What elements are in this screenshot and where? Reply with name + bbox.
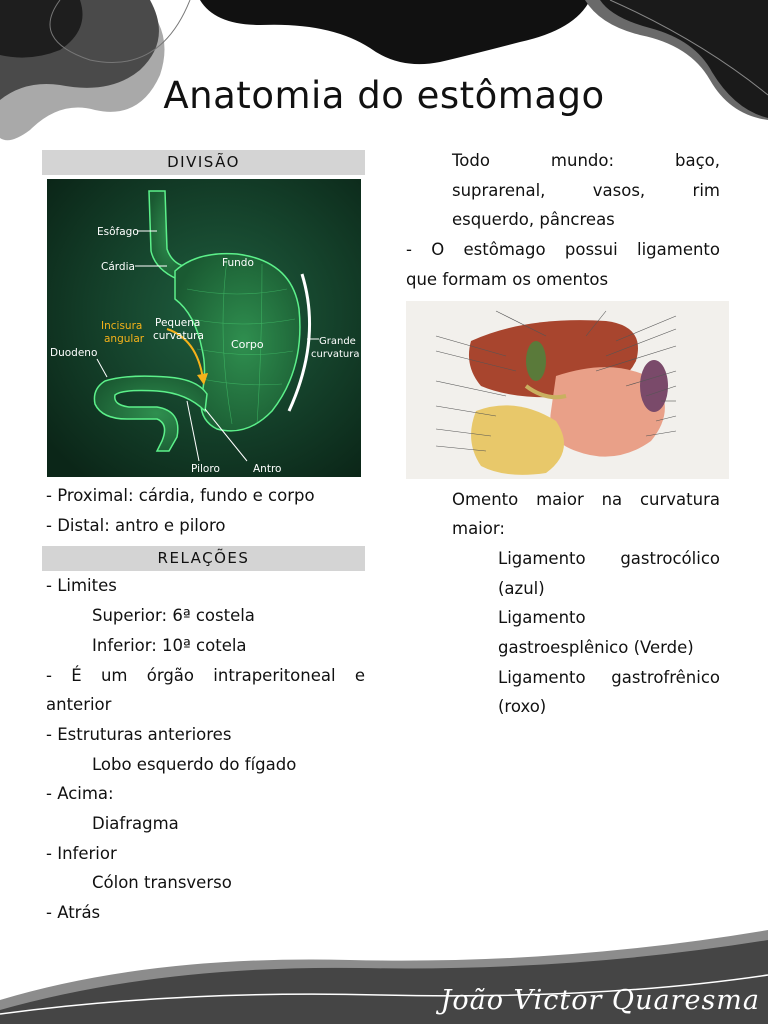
label-incisura-2: angular [104, 333, 145, 345]
label-duodeno: Duodeno [50, 347, 98, 359]
divisao-line-2: - Distal: antro e piloro [46, 515, 226, 535]
label-grande-2: curvatura [311, 349, 360, 360]
gastrocolico-line-1: Ligamento gastrocólico [498, 548, 720, 568]
rel-orgao-line-2: anterior [46, 695, 112, 715]
divisao-header: DIVISÃO [42, 150, 365, 175]
rel-diafragma: Diafragma [92, 814, 179, 834]
label-fundo: Fundo [222, 257, 254, 269]
label-pequena-2: curvatura [153, 330, 204, 342]
todo-line-3: esquerdo, pâncreas [452, 210, 615, 230]
rel-superior: Superior: 6ª costela [92, 606, 255, 626]
label-grande-1: Grande [319, 336, 356, 347]
rel-atras: - Atrás [46, 903, 101, 923]
gastrofrenico-line-1: Ligamento gastrofrênico [498, 667, 720, 687]
label-incisura-1: Incisura [101, 320, 143, 332]
divisao-line-1: - Proximal: cárdia, fundo e corpo [46, 486, 315, 505]
rel-colon: Cólon transverso [92, 873, 232, 893]
author-signature: João Victor Quaresma [440, 985, 760, 1016]
omento-line-1: Omento maior na curvatura [452, 489, 720, 509]
gastroesplenico-line-2: gastroesplênico (Verde) [498, 638, 694, 658]
gastrofrenico-line-2: (roxo) [498, 697, 547, 717]
label-corpo: Corpo [231, 338, 264, 351]
right-column [406, 146, 720, 722]
rel-inferior: Inferior: 10ª cotela [92, 635, 247, 655]
rel-limites: - Limites [46, 576, 117, 596]
ligamento-line-1: - O estômago possui ligamento [406, 240, 720, 260]
rel-orgao-line-1: - É um órgão intraperitoneal e [46, 665, 365, 685]
left-column [42, 150, 365, 928]
relacoes-header: RELAÇÕES [42, 546, 365, 571]
omentum-anatomy-illustration [406, 301, 729, 479]
page-title: Anatomia do estômago [163, 74, 605, 117]
label-cardia: Cárdia [101, 261, 135, 273]
label-piloro: Piloro [191, 463, 220, 475]
label-esofago: Esôfago [97, 226, 139, 238]
omento-line-2: maior: [452, 519, 505, 539]
label-antro: Antro [253, 463, 282, 475]
rel-lobo: Lobo esquerdo do fígado [92, 754, 297, 774]
top-center-black-blob [200, 0, 590, 64]
gastrocolico-line-2: (azul) [498, 578, 545, 598]
rel-estruturas: - Estruturas anteriores [46, 724, 232, 744]
todo-line-1: Todo mundo: baço, [452, 151, 720, 170]
todo-line-2: suprarenal, vasos, rim [452, 180, 720, 200]
label-pequena-1: Pequena [155, 317, 201, 329]
stomach-division-illustration [47, 179, 361, 477]
rel-inferior2: - Inferior [46, 843, 117, 863]
gastroesplenico-line-1: Ligamento [498, 608, 586, 628]
ligamento-line-2: que formam os omentos [406, 269, 609, 289]
rel-acima: - Acima: [46, 784, 114, 804]
